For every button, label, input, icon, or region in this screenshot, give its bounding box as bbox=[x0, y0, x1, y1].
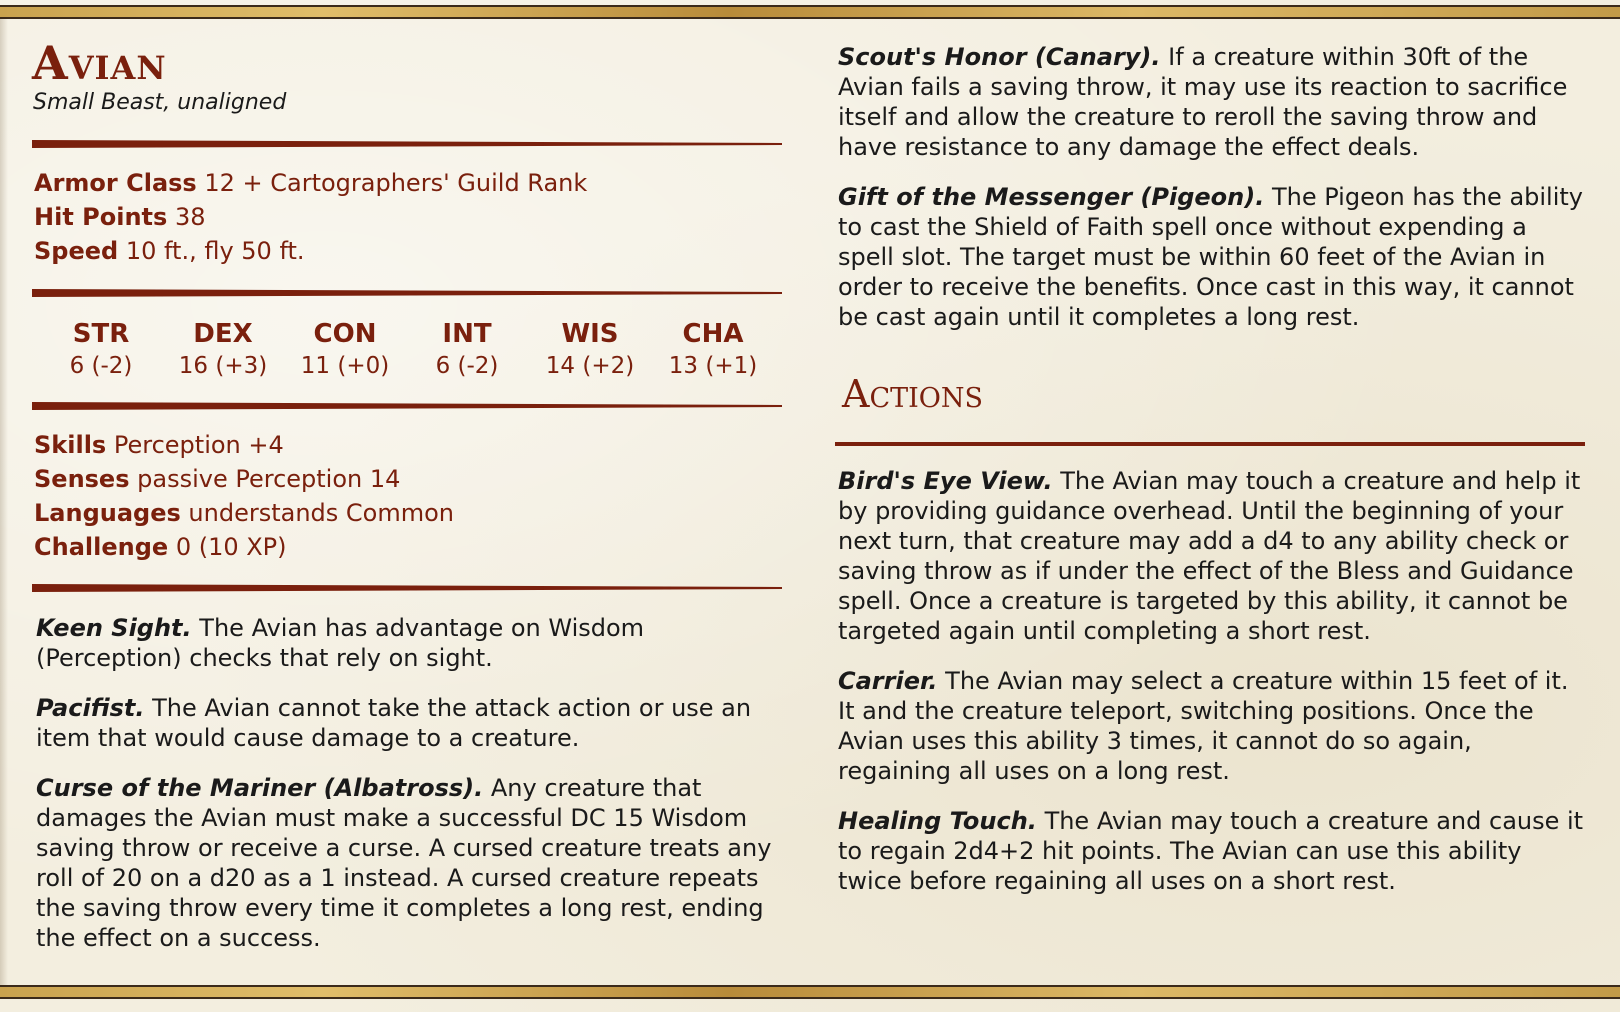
ability-label: CHA bbox=[682, 319, 744, 349]
speed-label: Speed bbox=[34, 237, 119, 265]
languages-line bbox=[34, 496, 454, 530]
hit-points-value: 38 bbox=[174, 203, 206, 231]
ability-score: 13 (+1) bbox=[668, 353, 758, 379]
trait-title: Keen Sight. bbox=[36, 614, 192, 642]
skills-value: Perception +4 bbox=[113, 431, 284, 459]
divider-stats bbox=[32, 289, 782, 297]
trait-title: Gift of the Messenger (Pigeon). bbox=[838, 183, 1265, 211]
hit-points-label: Hit Points bbox=[34, 203, 168, 231]
trait-title: Scout's Honor (Canary). bbox=[838, 43, 1161, 71]
languages-label: Languages bbox=[34, 499, 181, 527]
ability-label: DEX bbox=[193, 319, 253, 349]
bottom-border bbox=[0, 985, 1620, 999]
trait-text: The Avian has advantage on Wisdom (Perception) checks that rely on sight. bbox=[36, 614, 645, 672]
ability-score: 6 (-2) bbox=[69, 353, 133, 379]
monster-type: Small Beast, unaligned bbox=[33, 90, 287, 115]
armor-class-line bbox=[34, 166, 587, 200]
speed-line bbox=[34, 234, 305, 268]
ability-label: WIS bbox=[561, 319, 619, 349]
actions-divider bbox=[835, 442, 1585, 446]
skills-line bbox=[34, 428, 284, 462]
ability-cha bbox=[653, 318, 773, 382]
ability-score: 6 (-2) bbox=[435, 353, 499, 379]
armor-class-label: Armor Class bbox=[34, 169, 197, 197]
skills-label: Skills bbox=[34, 431, 107, 459]
ability-int bbox=[407, 318, 527, 382]
ability-label: CON bbox=[313, 319, 377, 349]
trait-pacifist bbox=[36, 693, 791, 753]
divider-abilities bbox=[32, 402, 782, 410]
ability-str bbox=[41, 318, 161, 382]
trait-keen-sight bbox=[36, 613, 791, 673]
action-healing-touch bbox=[838, 806, 1590, 896]
trait-gift-of-the-messenger bbox=[838, 182, 1590, 332]
top-border bbox=[0, 5, 1620, 19]
trait-text: The Pigeon has the ability to cast the Shield of Faith spell once without expending a spell slot. The target must be within 60 feet of the Avian in order to receive the benefits. Once cast in this way, it cannot be cast again until it completes a long rest. bbox=[838, 183, 1583, 331]
trait-text: Any creature that damages the Avian must make a successful DC 15 Wisdom saving throw or receive a curse. A cursed creature treats any roll of 20 on a d20 as a 1 instead. A cursed creature repeats the saving throw every time it completes a long rest, ending the effect on a success. bbox=[36, 774, 772, 952]
action-title: Bird's Eye View. bbox=[838, 467, 1053, 495]
ability-score: 16 (+3) bbox=[178, 353, 268, 379]
challenge-line bbox=[34, 530, 287, 564]
senses-value: passive Perception 14 bbox=[137, 465, 401, 493]
divider-details bbox=[32, 584, 782, 592]
action-carrier bbox=[838, 666, 1590, 786]
ability-wis bbox=[530, 318, 650, 382]
armor-class-value: 12 + Cartographers' Guild Rank bbox=[204, 169, 588, 197]
action-text: The Avian may select a creature within 15 feet of it. It and the creature teleport, switching positions. Once the Avian uses this ability 3 times, it cannot do so again, regaining all uses on a long rest. bbox=[838, 667, 1569, 785]
action-text: The Avian may touch a creature and cause it to regain 2d4+2 hit points. The Avian can use this ability twice before regaining all uses on a short rest. bbox=[838, 807, 1584, 895]
hit-points-line bbox=[34, 200, 205, 234]
action-title: Healing Touch. bbox=[838, 807, 1037, 835]
ability-score: 11 (+0) bbox=[300, 353, 390, 379]
senses-line bbox=[34, 462, 400, 496]
trait-title: Pacifist. bbox=[36, 694, 145, 722]
challenge-value: 0 (10 XP) bbox=[175, 533, 287, 561]
challenge-label: Challenge bbox=[34, 533, 169, 561]
action-birds-eye-view bbox=[838, 466, 1590, 646]
ability-label: STR bbox=[72, 319, 130, 349]
action-title: Carrier. bbox=[838, 667, 938, 695]
speed-value: 10 ft., fly 50 ft. bbox=[125, 237, 305, 265]
senses-label: Senses bbox=[34, 465, 130, 493]
trait-title: Curse of the Mariner (Albatross). bbox=[36, 774, 484, 802]
ability-con bbox=[285, 318, 405, 382]
left-edge-shade bbox=[0, 19, 8, 985]
trait-curse-of-the-mariner bbox=[36, 773, 791, 953]
actions-heading: Actions bbox=[842, 372, 984, 416]
ability-dex bbox=[163, 318, 283, 382]
monster-name: Avian bbox=[32, 36, 167, 90]
divider-header bbox=[32, 140, 782, 148]
trait-text: If a creature within 30ft of the Avian fails a saving throw, it may use its reaction to sacrifice itself and allow the creature to reroll the saving throw and have resistance to any damage the effect deals. bbox=[838, 43, 1568, 161]
action-text: The Avian may touch a creature and help it by providing guidance overhead. Until the beginning of your next turn, that creature may add a d4 to any ability check or saving throw as if under the effect of the Bless and Guidance spell. Once a creature is targeted by this ability, it cannot be targeted again until completing a short rest. bbox=[838, 467, 1581, 645]
languages-value: understands Common bbox=[188, 499, 455, 527]
ability-label: INT bbox=[442, 319, 492, 349]
ability-score: 14 (+2) bbox=[545, 353, 635, 379]
trait-text: The Avian cannot take the attack action or use an item that would cause damage to a creature. bbox=[36, 694, 752, 752]
trait-scouts-honor bbox=[838, 42, 1590, 162]
